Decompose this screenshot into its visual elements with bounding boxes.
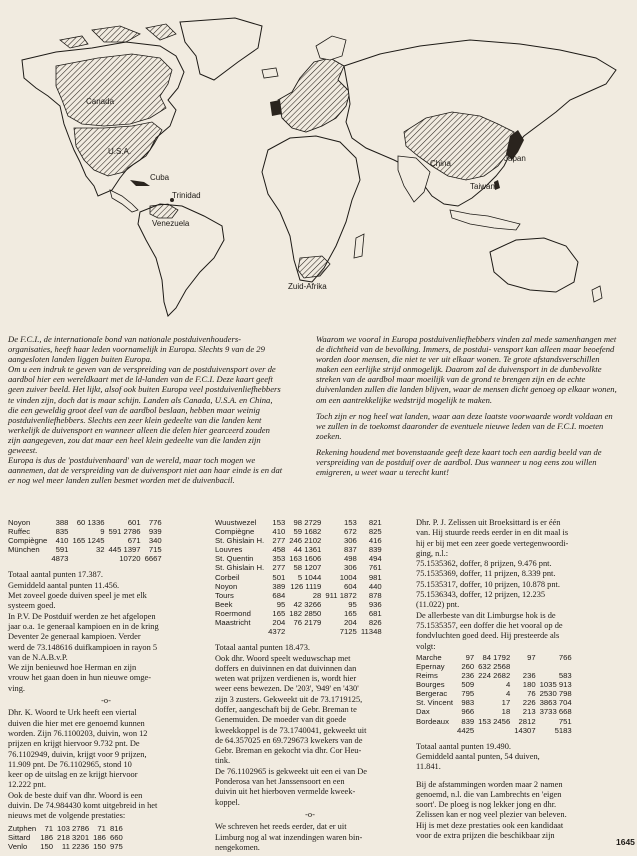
table-row xyxy=(8,536,166,545)
article-text xyxy=(416,518,616,652)
text-line: duivin. De 74.984430 komt uitgebreid in het xyxy=(8,801,158,810)
text-line: doffer, aangeschaft bij de Gebr. Breman te xyxy=(215,705,357,714)
table-cell: 816 xyxy=(109,823,123,833)
table-cell: 878 xyxy=(368,590,382,600)
table-row xyxy=(215,536,386,545)
text-line: voor de extra prijzen die beschikbaar zijn xyxy=(416,831,555,841)
table-cell: 28 xyxy=(312,590,322,600)
table-cell: 4 xyxy=(505,680,511,690)
table-row xyxy=(215,627,386,636)
table-cell xyxy=(289,627,325,636)
table-cell: 32 xyxy=(95,545,105,555)
text-line: 12.222 pnt. xyxy=(8,780,46,790)
table-cell: 751 xyxy=(558,716,572,726)
table-cell: St. Ghislain H. xyxy=(215,536,265,546)
article-text xyxy=(215,822,405,853)
zuid-afrika-label: Zuid-Afrika xyxy=(288,282,327,291)
canada-label: Canada xyxy=(86,97,115,106)
text-line: doffers en duivinnen en dat duivinnen dan xyxy=(215,663,357,673)
table-cell: 58 1207 xyxy=(293,563,322,573)
table-cell: Sittard xyxy=(8,832,31,842)
table-cell: Wuustwezel xyxy=(215,518,257,527)
table-cell: 1035 913 xyxy=(539,680,572,690)
text-line: Gemiddeld aantal punten, 54 duiven, xyxy=(416,752,540,761)
canada-region xyxy=(56,54,172,126)
table-cell: 60 1336 xyxy=(76,518,105,527)
table-cell: 4873 xyxy=(51,554,69,564)
table-cell: 825 xyxy=(368,527,382,537)
article-text xyxy=(416,742,616,773)
table-cell: 776 xyxy=(148,518,162,527)
text-line: Ook dhr. Woord speelt weduwschap met xyxy=(215,653,351,663)
text-line: systeem goed. xyxy=(8,601,56,611)
table-row xyxy=(416,726,576,735)
table-cell: 277 xyxy=(272,563,286,573)
table-row xyxy=(416,680,576,689)
text-line: van. Hij stuurde reeds eerder in en dit maal is xyxy=(416,528,569,538)
text-line: 11.909 pnt. De 76.1102965, stond 10 xyxy=(8,759,132,769)
table-cell: 494 xyxy=(368,554,382,564)
table-cell: Dax xyxy=(416,707,430,717)
table-cell: 14307 xyxy=(514,725,536,735)
separator: -o- xyxy=(101,696,111,706)
text-line: genoemd, n.l. die van Lambrechts en 'eigen xyxy=(416,789,562,799)
table-cell: 583 xyxy=(558,671,572,681)
text-line: Genemuiden. De moeder van dit goede xyxy=(215,715,347,725)
table-row xyxy=(8,527,166,536)
table-cell: Bordeaux xyxy=(416,716,449,726)
table-cell: 180 xyxy=(522,680,536,690)
table-cell: 153 2456 xyxy=(478,716,511,726)
text-line: 75.1536343, doffer, 12 prijzen, 12.235 xyxy=(416,590,546,600)
table-row xyxy=(8,824,127,833)
text-line: 75.1535357, een doffer die het vooral op de xyxy=(416,620,563,630)
table-row xyxy=(215,545,386,554)
table-cell: 389 xyxy=(272,581,286,591)
table-cell: 306 xyxy=(344,563,357,573)
table-cell: Ruffec xyxy=(8,527,31,537)
text-line: tink. xyxy=(215,756,231,766)
caption-right xyxy=(316,334,620,477)
text-line: Hij is met deze prestaties ook een kandidaat xyxy=(416,820,564,830)
text-line: We zijn benieuwd hoe Herman en zijn xyxy=(8,663,137,673)
taiwan-label: Taiwan xyxy=(470,182,495,191)
table-row xyxy=(416,717,576,726)
table-cell: 97 xyxy=(527,652,536,662)
caption-right-p1: Waarom we vooral in Europa postduivenliefhebbers vinden zal mede samenhangen met de dichtheid van de bevolking. Immers, de postdui- vensport kan alleen maar beoefend worden door mensen, die niet te ver uit elkaar wonen. Te grote afstandsverschillen maken een eerlijke strijd onmogelijk. Daarom zal de duivensport in de dunbevolkte streken van de aardbol maar moeilijk van de grond te brengen zijn en de echte duivenlanden zullen die landen blijven, waar de mensen dicht genoeg op elkaar wonen, om een aantrekkelijke wedstrijd mogelijk te maken. xyxy=(316,334,617,405)
text-line: jaar o.a. 1e generaal kampioen en in de kring xyxy=(8,621,159,631)
caption-left-p1: De F.C.I., de internationale bond van nationale postduivenhouders- organisaties, heeft haar leden voornamelijk in Europa. Slechts 9 van de 29 aangesloten landen liggen buiten Europa. xyxy=(8,334,265,365)
text-line: kweekkoppel is de 73.1740041, gekweekt uit xyxy=(215,725,367,735)
table-cell: 509 xyxy=(461,680,475,690)
table-cell: 4 xyxy=(505,689,511,699)
table-cell: 936 xyxy=(368,599,382,609)
text-line: koppel. xyxy=(215,797,240,807)
table-cell: 153 xyxy=(272,518,286,527)
table-cell: 98 2729 xyxy=(293,518,322,527)
table-cell: München xyxy=(8,545,40,555)
table-cell: Roermond xyxy=(215,608,251,618)
venezuela-label: Venezuela xyxy=(152,219,190,228)
usa-label: U.S.A. xyxy=(108,147,132,156)
table-cell: 340 xyxy=(148,536,162,546)
table-cell: Noyon xyxy=(215,581,238,591)
cuba-label: Cuba xyxy=(150,173,170,182)
table-cell: Louvres xyxy=(215,545,243,555)
table-row xyxy=(215,591,386,600)
text-line: fondvluchten goed deed. Hij presteerde als xyxy=(416,631,560,641)
table-cell: 224 2682 xyxy=(478,671,511,681)
table-cell xyxy=(514,662,539,671)
text-line: 11.841. xyxy=(416,762,441,772)
table-cell: 10720 xyxy=(119,554,141,564)
table-cell: 2812 xyxy=(518,716,536,726)
table-cell: 7125 xyxy=(339,627,357,637)
table-cell: 445 1397 xyxy=(108,545,141,555)
table-cell: 660 xyxy=(109,832,123,842)
table-cell: 260 xyxy=(461,661,475,671)
table-cell: Venlo xyxy=(8,841,28,851)
table-cell: 153 xyxy=(344,518,357,527)
caption-right-p3: Rekening houdend met bovenstaande geeft deze kaart toch een aardig beeld van de verspreiding van de postduif over de aardbol. Dus wanneer u nog eens zou willen emigreren, u weet waar u terecht kunt! xyxy=(316,446,602,478)
table-cell: Reims xyxy=(416,671,438,681)
table-cell: 591 xyxy=(55,545,69,555)
text-line: duiven die hier met ere genoemd kunnen xyxy=(8,718,145,728)
table-cell xyxy=(416,726,457,735)
table-cell: 3733 668 xyxy=(539,707,572,717)
table-row xyxy=(416,707,576,716)
text-line: duivin uit het hierboven vermelde kweek- xyxy=(215,787,356,797)
table-cell: 186 xyxy=(40,832,54,842)
table-cell: 681 xyxy=(368,608,382,618)
results-table xyxy=(416,653,576,735)
japan-label: Japan xyxy=(504,154,526,163)
table-cell xyxy=(72,554,108,563)
table-row xyxy=(215,618,386,627)
table-cell: 939 xyxy=(148,527,162,537)
column-3 xyxy=(416,518,616,841)
text-line: Gemiddeld aantal punten 11.456. xyxy=(8,580,120,590)
table-cell: 715 xyxy=(148,545,162,555)
table-cell: 416 xyxy=(368,536,382,546)
table-cell: 975 xyxy=(109,841,123,851)
table-cell: 18 xyxy=(501,707,511,717)
table-cell: 795 xyxy=(461,689,475,699)
text-line: We schreven het reeds eerder, dat er uit xyxy=(215,822,347,832)
table-cell: 981 xyxy=(368,572,382,582)
table-cell: 44 1361 xyxy=(293,545,322,555)
article-text xyxy=(8,708,204,821)
table-cell: 165 xyxy=(344,608,357,618)
table-cell: 218 3201 xyxy=(57,832,90,842)
table-cell: 4425 xyxy=(457,725,475,735)
table-row xyxy=(215,563,386,572)
table-cell: 59 1682 xyxy=(293,527,322,537)
text-line: 75.1535362, doffer, 8 prijzen, 9.476 pnt. xyxy=(416,559,552,569)
table-cell: 672 xyxy=(344,527,357,537)
table-cell xyxy=(8,554,51,563)
world-map xyxy=(0,0,637,322)
table-cell: 501 xyxy=(272,572,286,582)
table-cell xyxy=(540,662,576,671)
table-cell: 150 xyxy=(40,841,54,851)
text-line: Bij de afstammingen worden maar 2 namen xyxy=(416,779,563,789)
table-cell: 236 xyxy=(461,671,475,681)
table-cell: 71 xyxy=(44,823,54,833)
table-cell: St. Vincent xyxy=(416,698,454,708)
table-cell: Beek xyxy=(215,599,233,609)
table-row xyxy=(416,698,576,707)
text-line: de 64.357025 en 69.729673 kwekers van de xyxy=(215,735,363,745)
table-row xyxy=(215,609,386,618)
caption-left xyxy=(8,334,283,485)
separator: -o- xyxy=(305,809,315,819)
results-table xyxy=(8,518,166,563)
table-cell: Marche xyxy=(416,652,442,662)
text-line: vrouw het gaan doen in hun nieuwe omge- xyxy=(8,673,152,683)
table-row xyxy=(8,842,127,851)
table-cell: 150 xyxy=(93,841,106,851)
table-row xyxy=(215,582,386,591)
text-line: zijn 3 zusters. Gekweekt uit de 73.1719125, xyxy=(215,694,363,704)
table-cell: 226 xyxy=(522,698,536,708)
text-line: nengekomen. xyxy=(215,842,260,852)
article-text xyxy=(215,643,405,808)
table-row xyxy=(8,518,166,527)
table-cell: 11348 xyxy=(360,627,382,637)
text-line: Dhr. K. Woord te Urk heeft een viertal xyxy=(8,708,137,718)
table-cell: 5183 xyxy=(554,725,572,735)
table-cell: 835 xyxy=(55,527,69,537)
table-cell: Compiègne xyxy=(8,536,48,546)
table-cell: 966 xyxy=(461,707,475,717)
table-row xyxy=(416,662,576,671)
table-cell: 440 xyxy=(368,581,382,591)
table-cell: 684 xyxy=(272,590,286,600)
table-row xyxy=(215,554,386,563)
table-cell: 236 xyxy=(522,671,536,681)
table-cell: 604 xyxy=(344,581,357,591)
text-line: Totaal aantal punten 19.490. xyxy=(416,741,511,751)
text-line: keer op de uitslag en ze krijgt hiervoor xyxy=(8,770,138,780)
text-line: Totaal aantal punten 17.387. xyxy=(8,570,103,580)
table-row xyxy=(215,518,386,527)
table-cell: 306 xyxy=(344,536,357,546)
results-table xyxy=(215,518,386,636)
table-cell: 766 xyxy=(558,652,572,662)
text-line: weer eens bewezen. De '203', '949' en '430' xyxy=(215,684,359,694)
table-cell: Corbeil xyxy=(215,572,240,582)
text-line: worden. Zijn 76.1100203, duivin, won 12 xyxy=(8,728,148,738)
table-cell: 6667 xyxy=(144,554,162,564)
caption-left-p2: Om u een indruk te geven van de verspreiding van de postduivensport over de aardbol hier een wereldkaart met de ld-landen van de F.C.I. Deze kaart geeft geen zuiver beeld. Het lijkt, alsof ook buiten Europa veel postduivenliefhebbers te vinden zijn, doch dat is maar schijn. Landen als Canada, U.S.A. en China, die een geweldig groot deel van de aardbol beslaan, hebben maar weinig postduivenliefhebbers. Slechts een zeer klein gedeelte van die landen kent werkelijk de duivensport en wanneer alleen die delen hier gearceerd zouden zijn aangegeven, zou dat maar een heel klein gedeelte van die landen zijn geweest. xyxy=(8,364,281,456)
table-cell: Noyon xyxy=(8,518,31,527)
table-cell: 458 xyxy=(272,545,286,555)
table-cell: 95 xyxy=(276,599,286,609)
table-row xyxy=(416,653,576,662)
text-line: In P.V. De Postduif werden ze het afgelopen xyxy=(8,611,156,621)
table-cell: 9 xyxy=(100,527,105,537)
text-line: Gebr. Breman en gekocht via dhr. Cor Heu- xyxy=(215,746,362,756)
table-cell: 95 xyxy=(348,599,357,609)
table-cell: 76 2179 xyxy=(293,618,322,628)
table-row xyxy=(416,671,576,680)
table-cell: Bourges xyxy=(416,680,445,690)
table-cell: 591 2786 xyxy=(108,527,141,537)
table-cell xyxy=(215,627,268,636)
text-line: nieuws met de volgende prestaties: xyxy=(8,811,126,821)
column-2 xyxy=(215,518,405,853)
table-cell: St. Ghislain H. xyxy=(215,563,265,573)
table-cell: 165 1245 xyxy=(72,536,105,546)
text-line: 75.1535317, doffer, 10 prijzen, 10.878 pnt. xyxy=(416,579,560,589)
article-text xyxy=(416,780,616,842)
table-row xyxy=(215,527,386,536)
text-line: 75.1535369, doffer, 11 prijzen, 8.339 pnt. xyxy=(416,569,556,579)
text-line: De 76.1102965 is gekweekt uit een ei van De xyxy=(215,766,368,776)
text-line: Dhr. P. J. Zelissen uit Broeksittard is er één xyxy=(416,518,561,527)
caption-left-p3: Europa is dus de 'postduivenhaard' van de wereld, maar toch mogen we aannemen, dat de verspreiding van de duivensport niet aan haar einde is en dat er nog wel meer landen zullen besmet worden met de duivenbacil. xyxy=(8,455,283,486)
table-cell: Zutphen xyxy=(8,823,37,833)
china-label: China xyxy=(430,159,451,168)
table-cell: 761 xyxy=(368,563,382,573)
table-cell: 821 xyxy=(368,518,382,527)
table-cell: 837 xyxy=(344,545,357,555)
text-line: ging, n.l.: xyxy=(416,548,449,558)
table-cell: 353 xyxy=(272,554,286,564)
table-row xyxy=(8,545,166,554)
results-table xyxy=(8,824,127,851)
table-cell xyxy=(478,726,514,735)
table-cell: Epernay xyxy=(416,661,445,671)
table-cell: 410 xyxy=(272,527,286,537)
table-cell: 983 xyxy=(461,698,475,708)
text-line: Deventer 2e generaal kampioen. Verder xyxy=(8,632,141,642)
table-cell: 3863 704 xyxy=(539,698,572,708)
text-line: ving. xyxy=(8,683,25,693)
table-cell: 388 xyxy=(55,518,69,527)
table-cell: 186 xyxy=(93,832,106,842)
text-line: volgt: xyxy=(416,641,436,651)
table-row xyxy=(416,689,576,698)
table-cell: 246 2102 xyxy=(289,536,322,546)
text-line: weten wat prijzen verdienen is, wordt hier xyxy=(215,674,357,684)
text-line: werd de 73.148616 duifkampioen in rayon 5 xyxy=(8,642,158,652)
table-cell: 911 1872 xyxy=(325,590,357,600)
table-cell: Bergerac xyxy=(416,689,448,699)
table-cell: Tours xyxy=(215,590,234,600)
table-row xyxy=(8,833,127,842)
table-cell: 103 2786 xyxy=(57,823,90,833)
table-cell: 498 xyxy=(344,554,357,564)
text-line: hij er bij met een zeer goede vertegenwoordi- xyxy=(416,538,569,548)
table-cell: 671 xyxy=(127,536,141,546)
text-line: Met zoveel goede duiven speel je met elk xyxy=(8,591,147,601)
caption-right-p2: Toch zijn er nog heel wat landen, waar aan deze laatste voorwaarde wordt voldaan en we zullen in de toekomst daaronder de eventuele nieuwe leden van de F.C.I. moeten zoeken. xyxy=(316,410,613,441)
table-cell: St. Quentin xyxy=(215,554,254,564)
page-number: 1645 xyxy=(616,837,635,847)
column-1 xyxy=(8,518,204,851)
text-line: De allerbeste van dit Limburgse hok is de xyxy=(416,610,556,620)
text-line: 76.1102949, duivin, krijgt voor 9 prijzen, xyxy=(8,749,147,759)
table-cell: 601 xyxy=(127,518,141,527)
table-cell: 213 xyxy=(522,707,536,717)
table-cell: 632 2568 xyxy=(478,661,511,671)
table-cell: 71 xyxy=(97,823,106,833)
text-line: soort'. De ploeg is nog lekker jong en dhr. xyxy=(416,800,557,810)
text-line: prijzen en krijgt hiervoor 9.732 pnt. De xyxy=(8,739,140,749)
text-line: Ook de beste duif van dhr. Woord is een xyxy=(8,790,143,800)
table-cell: 165 xyxy=(272,608,286,618)
table-cell: 17 xyxy=(501,698,511,708)
table-cell: 410 xyxy=(55,536,69,546)
table-cell: Maastricht xyxy=(215,618,251,628)
table-cell: 2530 798 xyxy=(539,689,572,699)
table-cell: 277 xyxy=(272,536,286,546)
table-cell: 839 xyxy=(368,545,382,555)
table-cell: 182 2850 xyxy=(289,608,322,618)
table-cell: 11 2236 xyxy=(61,841,90,851)
table-cell: 204 xyxy=(272,618,286,628)
table-cell: 4372 xyxy=(268,627,286,637)
text-line: (11.022) pnt. xyxy=(416,600,460,610)
table-cell: 163 1606 xyxy=(289,554,322,564)
text-line: Zelissen kan er nog veel plezier van beleven. xyxy=(416,810,567,820)
trinidad-label: Trinidad xyxy=(172,191,201,200)
table-cell: 97 xyxy=(465,652,475,662)
table-cell: 839 xyxy=(461,716,475,726)
text-line: van de N.A.B.v.P. xyxy=(8,652,68,662)
table-row xyxy=(215,573,386,582)
table-row xyxy=(8,554,166,563)
table-cell: 76 xyxy=(527,689,536,699)
table-cell: 1004 xyxy=(339,572,357,582)
text-line: Ponderosa van het Janssensoort en een xyxy=(215,777,345,787)
table-cell: 5 1044 xyxy=(297,572,322,582)
article-text xyxy=(8,570,204,694)
table-cell: 204 xyxy=(344,618,357,628)
table-cell: 826 xyxy=(368,618,382,628)
table-cell: 84 1792 xyxy=(482,652,511,662)
table-cell: Compiègne xyxy=(215,527,255,537)
table-cell: 42 3266 xyxy=(293,599,322,609)
table-cell: 126 1119 xyxy=(290,581,322,591)
text-line: Limburg nog al wat inzendingen waren bin- xyxy=(215,832,363,842)
table-row xyxy=(215,600,386,609)
text-line: Totaal aantal punten 18.473. xyxy=(215,643,310,653)
